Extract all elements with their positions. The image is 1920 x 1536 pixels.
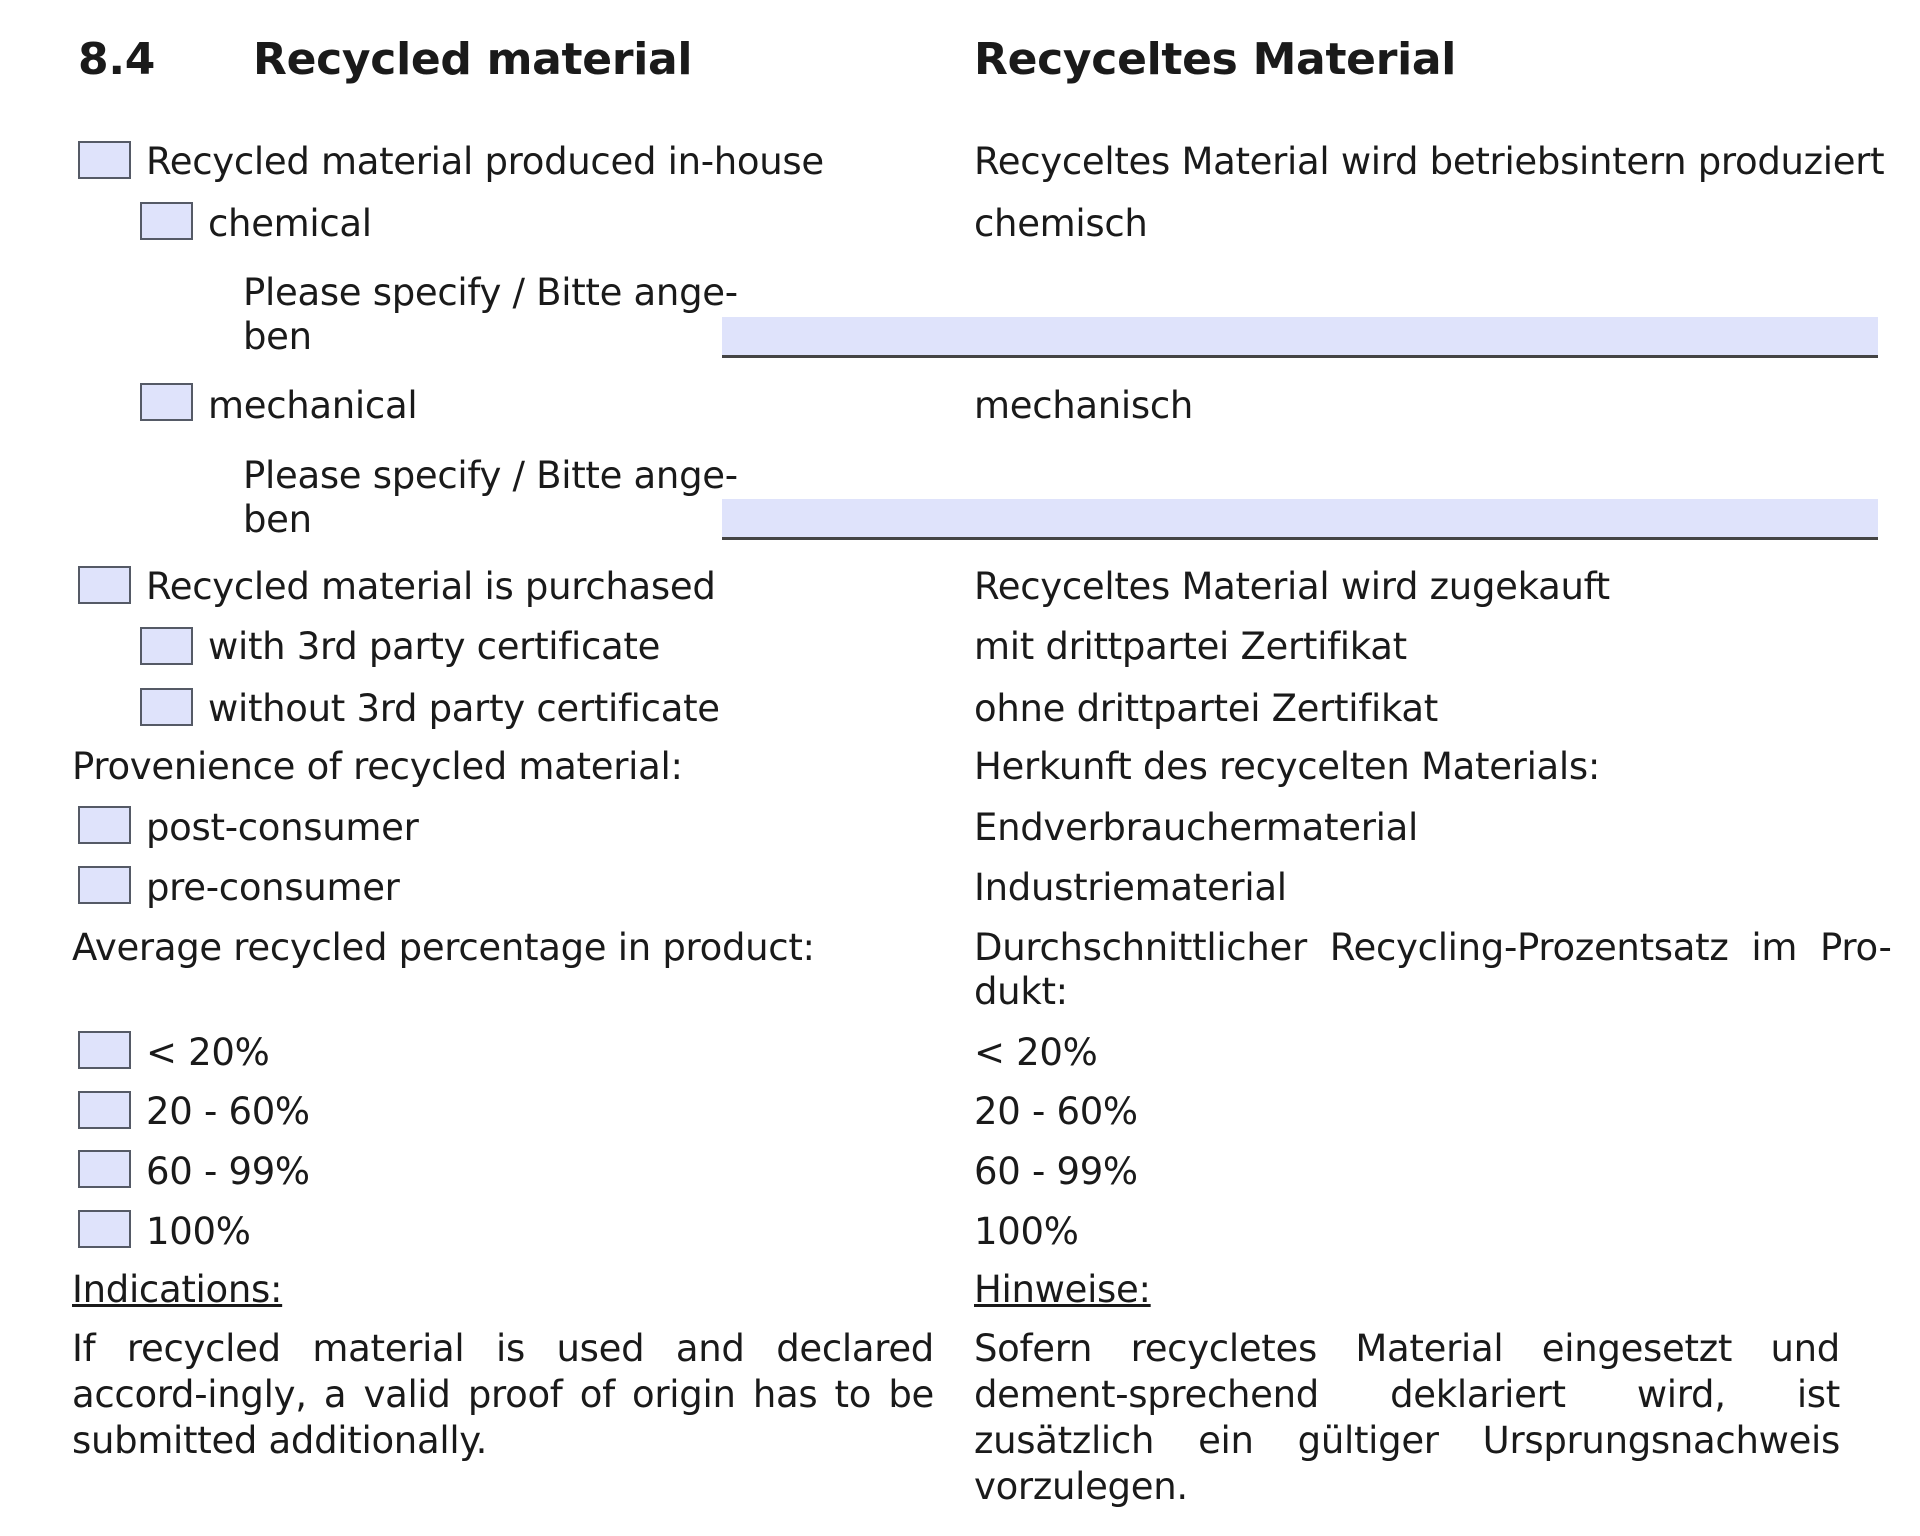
pre-consumer-label-en: pre-consumer — [146, 866, 400, 909]
post-consumer-label-en: post-consumer — [146, 806, 419, 849]
mechanical-checkbox[interactable] — [140, 383, 193, 421]
pct-60-99-checkbox[interactable] — [78, 1150, 131, 1188]
inhouse-label-de: Recyceltes Material wird betriebsintern produziert — [974, 140, 1885, 183]
specify-label-line1: Please specify / Bitte ange- — [243, 271, 738, 314]
purchased-checkbox[interactable] — [78, 566, 131, 604]
without-certificate-label-en: without 3rd party certificate — [208, 687, 720, 730]
average-label-en: Average recycled percentage in product: — [72, 926, 815, 969]
with-certificate-label-de: mit drittpartei Zertifikat — [974, 625, 1407, 668]
inhouse-label-en: Recycled material produced in-house — [146, 140, 824, 183]
pct-lt20-label-de: < 20% — [974, 1031, 1098, 1074]
inhouse-checkbox[interactable] — [78, 141, 131, 179]
with-certificate-checkbox[interactable] — [140, 627, 193, 665]
pct-20-60-label-en: 20 - 60% — [146, 1090, 310, 1133]
purchased-label-en: Recycled material is purchased — [146, 565, 716, 608]
post-consumer-checkbox[interactable] — [78, 806, 131, 844]
average-label-de-line1: Durchschnittlicher Recycling-Prozentsatz im Pro- — [974, 926, 1892, 969]
pct-60-99-label-de: 60 - 99% — [974, 1150, 1138, 1193]
mechanical-label-de: mechanisch — [974, 384, 1194, 427]
section-title-de: Recyceltes Material — [974, 34, 1457, 85]
section-title-en: Recycled material — [253, 34, 693, 85]
pre-consumer-label-de: Industriematerial — [974, 866, 1287, 909]
without-certificate-checkbox[interactable] — [140, 688, 193, 726]
pct-20-60-label-de: 20 - 60% — [974, 1090, 1138, 1133]
chemical-label-de: chemisch — [974, 202, 1148, 245]
pct-lt20-checkbox[interactable] — [78, 1031, 131, 1069]
without-certificate-label-de: ohne drittpartei Zertifikat — [974, 687, 1439, 730]
post-consumer-label-de: Endverbrauchermaterial — [974, 806, 1418, 849]
specify-label-line2: ben — [243, 315, 312, 358]
pre-consumer-checkbox[interactable] — [78, 866, 131, 904]
specify-label-line2: ben — [243, 498, 312, 541]
mechanical-label-en: mechanical — [208, 384, 418, 427]
pct-100-checkbox[interactable] — [78, 1210, 131, 1248]
pct-100-label-de: 100% — [974, 1210, 1079, 1253]
with-certificate-label-en: with 3rd party certificate — [208, 625, 661, 668]
average-label-de-line2: dukt: — [974, 970, 1068, 1013]
mechanical-specify-field[interactable] — [722, 499, 1878, 540]
indications-text-en: If recycled material is used and declared accord-ingly, a valid proof of origin has to be submitted additionally. — [72, 1327, 934, 1462]
pct-60-99-label-en: 60 - 99% — [146, 1150, 310, 1193]
chemical-specify-field[interactable] — [722, 317, 1878, 358]
pct-lt20-label-en: < 20% — [146, 1031, 270, 1074]
chemical-checkbox[interactable] — [140, 202, 193, 240]
provenience-label-de: Herkunft des recycelten Materials: — [974, 745, 1601, 788]
pct-100-label-en: 100% — [146, 1210, 251, 1253]
chemical-label-en: chemical — [208, 202, 372, 245]
indications-text-de: Sofern recycletes Material eingesetzt und dement-sprechend deklariert wird, ist zusätzlich ein gültiger Ursprungsnachweis vorzulegen. — [974, 1327, 1840, 1508]
section-number: 8.4 — [78, 34, 156, 85]
indications-heading-de: Hinweise: — [974, 1268, 1151, 1311]
specify-label-line1: Please specify / Bitte ange- — [243, 454, 738, 497]
indications-heading-en: Indications: — [72, 1268, 283, 1311]
purchased-label-de: Recyceltes Material wird zugekauft — [974, 565, 1610, 608]
provenience-label-en: Provenience of recycled material: — [72, 745, 683, 788]
pct-20-60-checkbox[interactable] — [78, 1091, 131, 1129]
